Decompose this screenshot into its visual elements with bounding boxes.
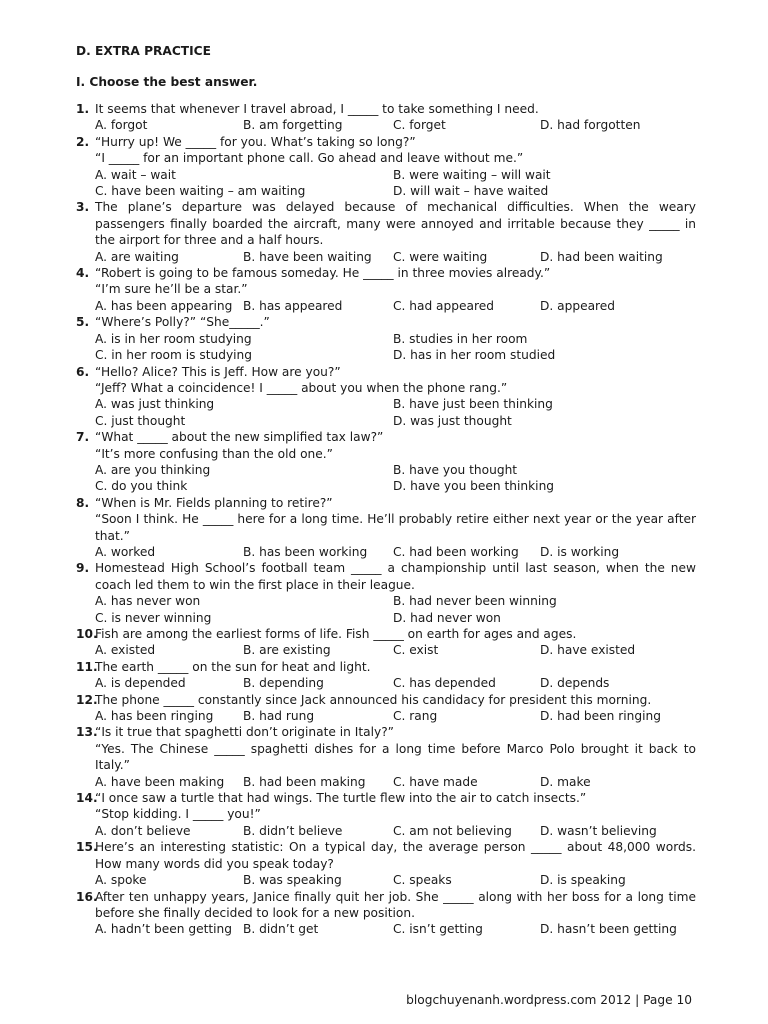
answer-options	[95, 167, 696, 200]
answer-option-b: B. had been making	[243, 774, 366, 789]
question-text-line: “Is it true that spaghetti don’t originate in Italy?”	[95, 725, 394, 740]
answer-option-a: A. are waiting	[95, 249, 179, 264]
answer-options	[95, 462, 696, 495]
question-number: 2.	[76, 134, 90, 149]
question-number: 5.	[76, 315, 90, 330]
question-stem	[95, 495, 696, 544]
answer-options	[95, 823, 696, 839]
question-list	[76, 101, 696, 938]
question-stem	[95, 429, 696, 462]
answer-option-a: A. are you thinking	[95, 462, 211, 477]
answer-option-d: D. is speaking	[540, 873, 626, 888]
answer-option-a: A. worked	[95, 544, 156, 559]
question-4	[76, 265, 696, 314]
section-title: D. EXTRA PRACTICE	[76, 44, 211, 58]
answer-option-c: C. isn’t getting	[393, 922, 483, 937]
answer-option-c: C. have made	[393, 774, 478, 789]
question-16	[76, 889, 696, 938]
question-text-line: Homestead High School’s football team _____ a championship until last season, when the new coach led them to win the first place in their league.	[95, 561, 696, 592]
question-9	[76, 560, 696, 626]
answer-option-c: C. has depended	[393, 676, 496, 691]
answer-option-a: A. have been making	[95, 774, 225, 789]
answer-option-d: D. depends	[540, 676, 610, 691]
question-stem	[95, 724, 696, 773]
answer-option-a: A. wait – wait	[95, 167, 176, 182]
answer-option-d: D. have existed	[540, 643, 636, 658]
answer-option-d: D. is working	[540, 544, 620, 559]
question-number: 13.	[76, 725, 98, 740]
question-number: 11.	[76, 659, 98, 674]
question-text-line: “I once saw a turtle that had wings. The turtle flew into the air to catch insects.”	[95, 791, 587, 806]
question-stem	[95, 889, 696, 922]
answer-options	[95, 675, 696, 691]
answer-option-d: D. hasn’t been getting	[540, 922, 677, 937]
answer-option-c: C. had been working	[393, 544, 519, 559]
question-text-line: “I _____ for an important phone call. Go ahead and leave without me.”	[95, 151, 524, 166]
question-text-line: “Soon I think. He _____ here for a long time. He’ll probably retire either next year or the year after that.”	[95, 512, 696, 543]
answer-options	[95, 544, 696, 560]
answer-option-c: C. exist	[393, 643, 439, 658]
answer-option-b: B. have you thought	[393, 462, 518, 477]
answer-option-a: A. is depended	[95, 676, 186, 691]
question-number: 9.	[76, 561, 90, 576]
answer-option-d: D. had been waiting	[540, 249, 663, 264]
answer-option-c: C. rang	[393, 709, 438, 724]
question-7	[76, 429, 696, 495]
answer-option-b: B. was speaking	[243, 873, 342, 888]
answer-option-b: B. are existing	[243, 643, 331, 658]
question-stem	[95, 626, 696, 642]
answer-option-c: C. were waiting	[393, 249, 488, 264]
answer-option-b: B. were waiting – will wait	[393, 167, 551, 182]
answer-option-c: C. speaks	[393, 873, 452, 888]
answer-option-a: A. has never won	[95, 594, 201, 609]
question-6	[76, 364, 696, 430]
answer-option-b: B. has been working	[243, 544, 368, 559]
question-text-line: “What _____ about the new simplified tax law?”	[95, 430, 384, 445]
answer-options	[95, 774, 696, 790]
answer-option-b: B. depending	[243, 676, 324, 691]
answer-option-d: D. had forgotten	[540, 118, 641, 133]
answer-option-a: A. existed	[95, 643, 156, 658]
answer-options	[95, 708, 696, 724]
answer-options	[95, 921, 696, 937]
question-text-line: “It’s more confusing than the old one.”	[95, 446, 333, 461]
answer-options	[95, 298, 696, 314]
question-text-line: “Jeff? What a coincidence! I _____ about you when the phone rang.”	[95, 380, 508, 395]
question-stem	[95, 314, 696, 330]
question-text-line: After ten unhappy years, Janice finally quit her job. She _____ along with her boss for a long time before she finally decided to look for a new position.	[95, 889, 696, 920]
question-stem	[95, 265, 696, 298]
question-number: 16.	[76, 889, 98, 904]
question-10	[76, 626, 696, 659]
question-stem	[95, 692, 696, 708]
answer-option-b: B. didn’t get	[243, 922, 319, 937]
question-text-line: The plane’s departure was delayed because of mechanical difficulties. When the weary passengers finally boarded the aircraft, many were annoyed and irritable because they _____ in the airport for three and a half hours.	[95, 200, 696, 248]
question-number: 3.	[76, 200, 90, 215]
answer-option-b: B. had rung	[243, 709, 315, 724]
question-15	[76, 839, 696, 888]
question-text-line: “I’m sure he’ll be a star.”	[95, 282, 248, 297]
answer-option-c: C. forget	[393, 118, 446, 133]
answer-option-a: A. has been appearing	[95, 298, 233, 313]
question-text-line: Here’s an interesting statistic: On a typical day, the average person _____ about 48,000 words. How many words did you speak today?	[95, 840, 696, 871]
question-12	[76, 692, 696, 725]
question-text-line: Fish are among the earliest forms of life. Fish _____ on earth for ages and ages.	[95, 627, 577, 641]
question-stem	[95, 560, 696, 593]
answer-option-a: A. don’t believe	[95, 823, 191, 838]
question-text-line: “Hello? Alice? This is Jeff. How are you?”	[95, 364, 341, 379]
question-2	[76, 134, 696, 200]
answer-option-a: A. was just thinking	[95, 397, 215, 412]
answer-option-a: A. is in her room studying	[95, 331, 252, 346]
answer-options	[95, 872, 696, 888]
answer-option-d: D. will wait – have waited	[393, 184, 549, 199]
answer-option-b: B. have just been thinking	[393, 397, 553, 412]
answer-option-b: B. had never been winning	[393, 594, 557, 609]
question-number: 14.	[76, 791, 98, 806]
answer-options	[95, 396, 696, 429]
question-number: 12.	[76, 692, 98, 707]
answer-option-b: B. am forgetting	[243, 118, 343, 133]
question-text-line: “Yes. The Chinese _____ spaghetti dishes for a long time before Marco Polo brought it back to Italy.”	[95, 741, 696, 773]
answer-options	[95, 249, 696, 265]
question-stem	[95, 364, 696, 397]
answer-options	[95, 117, 696, 133]
answer-options	[95, 642, 696, 658]
question-stem	[95, 659, 696, 675]
answer-option-d: D. had never won	[393, 610, 501, 625]
question-text-line: “Hurry up! We _____ for you. What’s taking so long?”	[95, 134, 416, 149]
page-footer: blogchuyenanh.wordpress.com 2012 | Page 10	[406, 993, 692, 1007]
question-number: 7.	[76, 430, 90, 445]
question-3	[76, 199, 696, 265]
question-stem	[95, 839, 696, 872]
answer-options	[95, 593, 696, 626]
question-8	[76, 495, 696, 561]
answer-option-d: D. have you been thinking	[393, 479, 555, 494]
answer-option-d: D. had been ringing	[540, 709, 661, 724]
answer-option-c: C. is never winning	[95, 610, 212, 625]
question-stem	[95, 101, 696, 117]
answer-option-d: D. appeared	[540, 298, 616, 313]
answer-option-c: C. had appeared	[393, 298, 494, 313]
question-text-line: The earth _____ on the sun for heat and light.	[95, 659, 371, 674]
question-13	[76, 724, 696, 790]
answer-option-b: B. didn’t believe	[243, 823, 343, 838]
answer-option-c: C. just thought	[95, 413, 186, 428]
answer-options	[95, 331, 696, 364]
question-text-line: “Where’s Polly?” “She_____.”	[95, 315, 270, 330]
question-text-line: The phone _____ constantly since Jack announced his candidacy for president this morning.	[95, 692, 652, 707]
question-14	[76, 790, 696, 839]
question-text-line: “Robert is going to be famous someday. He _____ in three movies already.”	[95, 266, 551, 281]
question-number: 4.	[76, 266, 90, 281]
answer-option-c: C. do you think	[95, 479, 188, 494]
answer-option-b: B. has appeared	[243, 298, 343, 313]
answer-option-c: C. have been waiting – am waiting	[95, 184, 306, 199]
answer-option-a: A. has been ringing	[95, 709, 214, 724]
answer-option-d: D. has in her room studied	[393, 348, 556, 363]
question-number: 8.	[76, 495, 90, 510]
answer-option-c: C. in her room is studying	[95, 348, 253, 363]
question-number: 1.	[76, 102, 90, 116]
exercise-title: I. Choose the best answer.	[76, 75, 258, 89]
question-text-line: “When is Mr. Fields planning to retire?”	[95, 495, 333, 510]
question-stem	[95, 134, 696, 167]
question-stem	[95, 790, 696, 823]
answer-option-a: A. spoke	[95, 873, 147, 888]
question-number: 6.	[76, 364, 90, 379]
answer-option-c: C. am not believing	[393, 823, 512, 838]
question-stem	[95, 199, 696, 248]
question-text-line: It seems that whenever I travel abroad, I _____ to take something I need.	[95, 102, 539, 116]
question-11	[76, 659, 696, 692]
answer-option-d: D. wasn’t believing	[540, 823, 657, 838]
answer-option-b: B. studies in her room	[393, 331, 528, 346]
question-1	[76, 101, 696, 134]
answer-option-a: A. forgot	[95, 118, 148, 133]
answer-option-d: D. was just thought	[393, 413, 512, 428]
answer-option-a: A. hadn’t been getting	[95, 922, 233, 937]
answer-option-b: B. have been waiting	[243, 249, 372, 264]
question-number: 15.	[76, 840, 98, 855]
question-text-line: “Stop kidding. I _____ you!”	[95, 807, 261, 822]
question-5	[76, 314, 696, 363]
answer-option-d: D. make	[540, 774, 591, 789]
question-number: 10.	[76, 627, 98, 641]
